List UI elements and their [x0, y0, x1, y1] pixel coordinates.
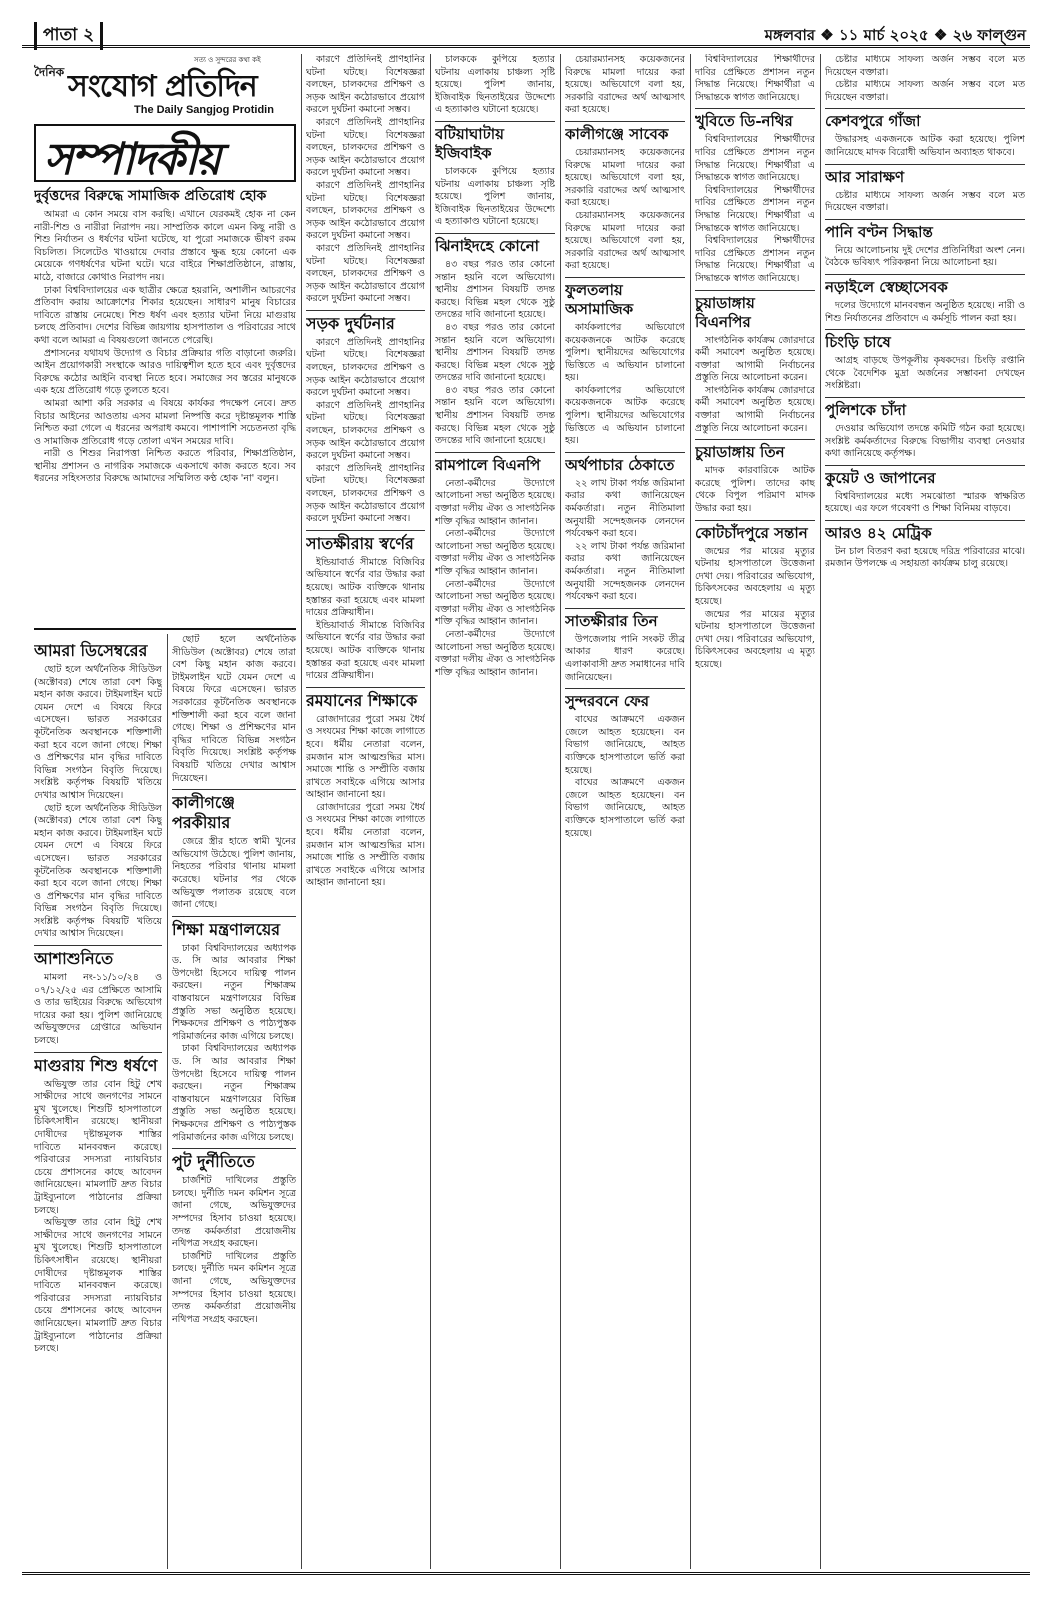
story-body: চেষ্টার মাধ্যমে সাফল্য অর্জন সম্ভব বলে মত দিয়েছেন বক্তারা।: [825, 189, 1025, 214]
editorial-paragraph: আমরা আশা করি সরকার এ বিষয়ে কার্যকর পদক্ষেপ নেবে। দ্রুত বিচার আইনের আওতায় এসব মামলা নিষ্পত্তি করে দৃষ্টান্তমূলক শাস্তি নিশ্চিত করা গেলে এ ধরনের অপরাধ কমবে। পাশাপাশি সচেতনতা বৃদ্ধি ও সামাজিক প্রতিরোধ গড়ে তোলা এখন সময়ের দাবি।: [34, 397, 296, 447]
story-headline: অর্থপাচার ঠেকাতে: [565, 452, 685, 475]
story-body: জন্মের পর মায়ের মৃত্যুর ঘটনায় হাসপাতালে উত্তেজনা দেখা দেয়। পরিবারের অভিযোগ, চিকিৎসকের অবহেলায় এ মৃত্যু হয়েছে।: [695, 608, 815, 670]
story-body: ছোট হলে অর্থনৈতিক সীডিউল (অক্টোবর) শেষে তারা বেশ কিছু মহান কাজ করবে। টাইমলাইন ঘটে যেমন দেশে এ বিষয়ে ফিরে এসেছেন। ভারত সরকারের কূটনৈতিক অবস্থানকে শক্তিশালী করা হবে বলে জানা গেছে। শিক্ষা ও প্রশিক্ষণের মান বৃদ্ধির দাবিতে বিভিন্ন সংগঠন বিবৃতি দিয়েছে। সংশ্লিষ্ট কর্তৃপক্ষ বিষয়টি খতিয়ে দেখার আশ্বাস দিয়েছেন।: [172, 634, 296, 784]
story-headline: পুলিশকে চাঁদা: [825, 397, 1025, 420]
story-body: জন্মের পর মায়ের মৃত্যুর ঘটনায় হাসপাতালে উত্তেজনা দেখা দেয়। পরিবারের অভিযোগ, চিকিৎসকের অবহেলায় এ মৃত্যু হয়েছে।: [695, 545, 815, 607]
date-line: মঙ্গলবার ❖ ১১ মার্চ ২০২৫ ❖ ২৬ ফাল্গুন: [764, 26, 1026, 44]
story-body: ২২ লাখ টাকা পর্যন্ত জরিমানা করার কথা জানিয়েছেন কর্মকর্তারা। নতুন নীতিমালা অনুযায়ী সন্দেহজনক লেনদেন পর্যবেক্ষণ করা হবে।: [565, 477, 685, 540]
story-body: নেতা-কর্মীদের উদ্যোগে আলোচনা সভা অনুষ্ঠিত হয়েছে। বক্তারা দলীয় ঐক্য ও সাংগঠনিক শক্তি বৃদ্ধির আহ্বান জানান।: [435, 578, 555, 628]
story-headline: কেশবপুরে গাঁজা: [825, 108, 1025, 131]
story-headline: পুট দুর্নীতিতে: [172, 1148, 296, 1172]
story-body: ২২ লাখ টাকা পর্যন্ত জরিমানা করার কথা জানিয়েছেন কর্মকর্তারা। নতুন নীতিমালা অনুযায়ী সন্দেহজনক লেনদেন পর্যবেক্ষণ করা হবে।: [565, 540, 685, 603]
story-headline: পানি বণ্টন সিদ্ধান্ত: [825, 219, 1025, 242]
story-headline: চুয়াডাঙ্গায় তিন: [695, 439, 815, 462]
story-body: চেয়ারম্যানসহ কয়েকজনের বিরুদ্ধে মামলা দায়ের করা হয়েছে। অভিযোগে বলা হয়, সরকারি বরাদ্দের অর্থ আত্মসাৎ করা হয়েছে।: [565, 54, 685, 116]
story-body: ইন্ডিয়াবার্ড সীমান্তে বিজিবির অভিযানে স্বর্ণের বার উদ্ধার করা হয়েছে। আটক ব্যক্তিকে থানায় হস্তান্তর করা হয়েছে এবং মামলা দায়ের প্রক্রিয়াধীন।: [306, 556, 425, 619]
story-headline: ফুলতলায় অসামাজিক: [565, 277, 685, 319]
masthead-prefix: দৈনিক: [34, 65, 65, 79]
page-footer-rule: [22, 1572, 1030, 1580]
column-rule: [820, 54, 821, 1569]
story-body: চার্জশিট দাখিলের প্রস্তুতি চলছে। দুর্নীতি দমন কমিশন সূত্রে জানা গেছে, অভিযুক্তদের সম্পদের হিসাব চাওয়া হয়েছে। তদন্ত কর্মকর্তারা প্রয়োজনীয় নথিপত্র সংগ্রহ করছেন।: [172, 1250, 296, 1325]
page-number: পাতা ২: [34, 22, 103, 50]
editorial-banner: [34, 124, 296, 182]
story-body: বিশ্ববিদ্যালয়ের মধ্যে সমঝোতা স্মারক স্বাক্ষরিত হয়েছে। এর ফলে গবেষণা ও শিক্ষা বিনিময় বাড়বে।: [825, 490, 1025, 515]
story-body: সাংগঠনিক কার্যক্রম জোরদারে কর্মী সমাবেশ অনুষ্ঠিত হয়েছে। বক্তারা আগামী নির্বাচনের প্রস্তুতি নিয়ে আলোচনা করেন।: [695, 334, 815, 384]
editorial-article: [34, 186, 296, 630]
story-headline: কুয়েট ও জাপানের: [825, 465, 1025, 488]
column-rule: [690, 54, 691, 1569]
column-rule: [430, 54, 431, 1569]
story-body: চেয়ারম্যানসহ কয়েকজনের বিরুদ্ধে মামলা দায়ের করা হয়েছে। অভিযোগে বলা হয়, সরকারি বরাদ্দের অর্থ আত্মসাৎ করা হয়েছে।: [565, 209, 685, 272]
story-body: ৪৩ বছর পরও তার কোনো সন্তান হয়নি বলে অভিযোগ। স্থানীয় প্রশাসন বিষয়টি তদন্ত করছে। বিভিন্ন মহল থেকে সুষ্ঠু তদন্তের দাবি জানানো হয়েছে।: [435, 384, 555, 447]
masthead-english: The Daily Sangjog Protidin: [134, 104, 274, 116]
story-body: কারণে প্রতিদিনই প্রাণহানির ঘটনা ঘটছে। বিশেষজ্ঞরা বলছেন, চালকদের প্রশিক্ষণ ও সড়ক আইন কঠোরভাবে প্রয়োগ করলে দুর্ঘটনা কমানো সম্ভব।: [306, 242, 425, 305]
story-headline: আমরা ডিসেম্বরের: [34, 641, 148, 660]
story-body: চেষ্টার মাধ্যমে সাফল্য অর্জন সম্ভব বলে মত দিয়েছেন বক্তারা।: [825, 54, 1025, 78]
story-body: ইন্ডিয়াবার্ড সীমান্তে বিজিবির অভিযানে স্বর্ণের বার উদ্ধার করা হয়েছে। আটক ব্যক্তিকে থানায় হস্তান্তর করা হয়েছে এবং মামলা দায়ের প্রক্রিয়াধীন।: [306, 619, 425, 682]
story-body: উদ্ধারসহ একজনকে আটক করা হয়েছে। পুলিশ জানিয়েছে মাদক বিরোধী অভিযান অব্যাহত থাকবে।: [825, 134, 1025, 158]
story-headline: চুয়াডাঙ্গায় বিএনপির: [695, 290, 815, 332]
story-body: ঢাকা বিশ্ববিদ্যালয়ের অধ্যাপক ড. সি আর আবরার শিক্ষা উপদেষ্টা হিসেবে দায়িত্ব পালন করছেন। নতুন শিক্ষাক্রম বাস্তবায়নে মন্ত্রণালয়ের বিভিন্ন প্রস্তুতি সভা অনুষ্ঠিত হয়েছে। শিক্ষকদের প্রশিক্ষণ ও পাঠ্যপুস্তক পরিমার্জনের কাজ এগিয়ে চলছে।: [172, 942, 296, 1042]
story-body: কারণে প্রতিদিনই প্রাণহানির ঘটনা ঘটছে। বিশেষজ্ঞরা বলছেন, চালকদের প্রশিক্ষণ ও সড়ক আইন কঠোরভাবে প্রয়োগ করলে দুর্ঘটনা কমানো সম্ভব।: [306, 54, 425, 116]
story-headline: সুন্দরবনে ফের: [565, 688, 685, 711]
news-column: [34, 634, 162, 1569]
story-body: মামলা নং-১১/১০/২৪ ও ০৭/১২/২৫ এর প্রেক্ষিতে আসামি ও তার ভাইয়ের বিরুদ্ধে অভিযোগ দায়ের করা হয়। পুলিশ জানিয়েছে অভিযুক্তদের গ্রেপ্তারে অভিযান চলছে।: [34, 972, 162, 1047]
story-body: নেতা-কর্মীদের উদ্যোগে আলোচনা সভা অনুষ্ঠিত হয়েছে। বক্তারা দলীয় ঐক্য ও সাংগঠনিক শক্তি বৃদ্ধির আহ্বান জানান।: [435, 477, 555, 527]
story-body: বিশ্ববিদ্যালয়ের শিক্ষার্থীদের দাবির প্রেক্ষিতে প্রশাসন নতুন সিদ্ধান্ত নিয়েছে। শিক্ষার্থীরা এ সিদ্ধান্তকে স্বাগত জানিয়েছে।: [695, 134, 815, 184]
story-body: ছোট হলে অর্থনৈতিক সীডিউল (অক্টোবর) শেষে তারা বেশ কিছু মহান কাজ করবে। টাইমলাইন ঘটে যেমন দেশে এ বিষয়ে ফিরে এসেছেন। ভারত সরকারের কূটনৈতিক অবস্থানকে শক্তিশালী করা হবে বলে জানা গেছে। শিক্ষা ও প্রশিক্ষণের মান বৃদ্ধির দাবিতে বিভিন্ন সংগঠন বিবৃতি দিয়েছে। সংশ্লিষ্ট কর্তৃপক্ষ বিষয়টি খতিয়ে দেখার আশ্বাস দিয়েছেন।: [34, 802, 162, 940]
story-body: কারণে প্রতিদিনই প্রাণহানির ঘটনা ঘটছে। বিশেষজ্ঞরা বলছেন, চালকদের প্রশিক্ষণ ও সড়ক আইন কঠোরভাবে প্রয়োগ করলে দুর্ঘটনা কমানো সম্ভব।: [306, 399, 425, 462]
story-body: কারণে প্রতিদিনই প্রাণহানির ঘটনা ঘটছে। বিশেষজ্ঞরা বলছেন, চালকদের প্রশিক্ষণ ও সড়ক আইন কঠোরভাবে প্রয়োগ করলে দুর্ঘটনা কমানো সম্ভব।: [306, 179, 425, 242]
story-body: কারণে প্রতিদিনই প্রাণহানির ঘটনা ঘটছে। বিশেষজ্ঞরা বলছেন, চালকদের প্রশিক্ষণ ও সড়ক আইন কঠোরভাবে প্রয়োগ করলে দুর্ঘটনা কমানো সম্ভব।: [306, 462, 425, 525]
story-headline: আশাশুনিতে: [34, 945, 162, 969]
story-body: রোজাদারের পুরো সময় ধৈর্য ও সংযমের শিক্ষা কাজে লাগাতে হবে। ধর্মীয় নেতারা বলেন, রমজান মাস আত্মশুদ্ধির মাস। সমাজে শান্তি ও সম্প্রীতি বজায় রাখতে সবাইকে এগিয়ে আসার আহ্বান জানানো হয়।: [306, 713, 425, 801]
story-body: কার্যকলাপের অভিযোগে কয়েকজনকে আটক করেছে পুলিশ। স্থানীয়দের অভিযোগের ভিত্তিতে এ অভিযান চালানো হয়।: [565, 321, 685, 384]
story-body: টন চাল বিতরণ করা হয়েছে দরিদ্র পরিবারের মাঝে। রমজান উপলক্ষে এ সহায়তা কার্যক্রম চালু রয়েছে।: [825, 545, 1025, 570]
story-body: নেতা-কর্মীদের উদ্যোগে আলোচনা সভা অনুষ্ঠিত হয়েছে। বক্তারা দলীয় ঐক্য ও সাংগঠনিক শক্তি বৃদ্ধির আহ্বান জানান।: [435, 628, 555, 678]
news-column: [825, 54, 1025, 1569]
story-headline: খুবিতে ডি-নথির: [695, 108, 815, 131]
story-body: আগ্রহ বাড়ছে উপকূলীয় কৃষকদের। চিংড়ি রপ্তানি থেকে বৈদেশিক মুদ্রা অর্জনের সম্ভাবনা দেখছেন সংশ্লিষ্টরা।: [825, 355, 1025, 392]
story-body: কার্যকলাপের অভিযোগে কয়েকজনকে আটক করেছে পুলিশ। স্থানীয়দের অভিযোগের ভিত্তিতে এ অভিযান চালানো হয়।: [565, 384, 685, 447]
story-headline: সড়ক দুর্ঘটনার: [306, 310, 425, 334]
story-headline: কোটচাঁদপুরে সন্তান: [695, 520, 815, 543]
story-headline: কালীগঞ্জে পরকীয়ার: [172, 789, 296, 833]
story-body: বিশ্ববিদ্যালয়ের শিক্ষার্থীদের দাবির প্রেক্ষিতে প্রশাসন নতুন সিদ্ধান্ত নিয়েছে। শিক্ষার্থীরা এ সিদ্ধান্তকে স্বাগত জানিয়েছে।: [695, 54, 815, 103]
story-body: নেতা-কর্মীদের উদ্যোগে আলোচনা সভা অনুষ্ঠিত হয়েছে। বক্তারা দলীয় ঐক্য ও সাংগঠনিক শক্তি বৃদ্ধির আহ্বান জানান।: [435, 528, 555, 577]
editorial-headline: দুর্বৃত্তদের বিরুদ্ধে সামাজিক প্রতিরোধ হোক: [34, 188, 267, 204]
masthead-name: সংযোগ প্রতিদিন: [68, 69, 257, 104]
story-headline: শিক্ষা মন্ত্রণালয়ের: [172, 916, 296, 940]
story-body: চালককে কুপিয়ে হত্যার ঘটনায় এলাকায় চাঞ্চল্য সৃষ্টি হয়েছে। পুলিশ জানায়, ইজিবাইক ছিনতাইয়ের উদ্দেশ্যে এ হত্যাকাণ্ড ঘটানো হয়েছে।: [435, 54, 555, 116]
story-headline: রমযানের শিক্ষাকে: [306, 687, 425, 711]
story-body: বিশ্ববিদ্যালয়ের শিক্ষার্থীদের দাবির প্রেক্ষিতে প্রশাসন নতুন সিদ্ধান্ত নিয়েছে। শিক্ষার্থীরা এ সিদ্ধান্তকে স্বাগত জানিয়েছে।: [695, 235, 815, 284]
story-headline: সাতক্ষীরায় স্বর্ণের: [306, 530, 425, 554]
story-body: মাদক কারবারিকে আটক করেছে পুলিশ। তাদের কাছ থেকে বিপুল পরিমাণ মাদক উদ্ধার করা হয়।: [695, 465, 815, 515]
story-body: কারণে প্রতিদিনই প্রাণহানির ঘটনা ঘটছে। বিশেষজ্ঞরা বলছেন, চালকদের প্রশিক্ষণ ও সড়ক আইন কঠোরভাবে প্রয়োগ করলে দুর্ঘটনা কমানো সম্ভব।: [306, 116, 425, 179]
story-headline: আরও ৪২ মেট্রিক: [825, 520, 1025, 543]
column-rule: [167, 634, 168, 1569]
column-rule: [560, 54, 561, 1569]
story-body: বিশ্ববিদ্যালয়ের শিক্ষার্থীদের দাবির প্রেক্ষিতে প্রশাসন নতুন সিদ্ধান্ত নিয়েছে। শিক্ষার্থীরা এ সিদ্ধান্তকে স্বাগত জানিয়েছে।: [695, 184, 815, 234]
story-body: রোজাদারের পুরো সময় ধৈর্য ও সংযমের শিক্ষা কাজে লাগাতে হবে। ধর্মীয় নেতারা বলেন, রমজান মাস আত্মশুদ্ধির মাস। সমাজে শান্তি ও সম্প্রীতি বজায় রাখতে সবাইকে এগিয়ে আসার আহ্বান জানানো হয়।: [306, 801, 425, 889]
story-body: অভিযুক্ত তার বোন হিটু শেখ সাক্ষীদের সাথে জনগণের সামনে মুখ খুলেছে। শিশুটি হাসপাতালে চিকিৎসাধীন রয়েছে। স্থানীয়রা দোষীদের দৃষ্টান্তমূলক শাস্তির দাবিতে মানববন্ধন করেছে। পরিবারের সদস্যরা ন্যায়বিচার চেয়ে প্রশাসনের কাছে আবেদন জানিয়েছেন। মামলাটি দ্রুত বিচার ট্রাইব্যুনালে পাঠানোর প্রক্রিয়া চলছে।: [34, 1217, 162, 1355]
story-headline: ঝিনাইদহে কোনো: [435, 233, 555, 256]
newspaper-page: [22, 20, 1030, 1590]
masthead-tagline: সত্য ও সুন্দরের কথা কই: [194, 56, 261, 64]
masthead: [34, 54, 294, 122]
story-body: চার্জশিট দাখিলের প্রস্তুতি চলছে। দুর্নীতি দমন কমিশন সূত্রে জানা গেছে, অভিযুক্তদের সম্পদের হিসাব চাওয়া হয়েছে। তদন্ত কর্মকর্তারা প্রয়োজনীয় নথিপত্র সংগ্রহ করছেন।: [172, 1175, 296, 1250]
story-body: উপজেলায় পানি সংকট তীব্র আকার ধারণ করেছে। এলাকাবাসী দ্রুত সমাধানের দাবি জানিয়েছেন।: [565, 633, 685, 683]
story-body: বাঘের আক্রমণে একজন জেলে আহত হয়েছেন। বন বিভাগ জানিয়েছে, আহত ব্যক্তিকে হাসপাতালে ভর্তি করা হয়েছে।: [565, 714, 685, 776]
story-body: ঢাকা বিশ্ববিদ্যালয়ের অধ্যাপক ড. সি আর আবরার শিক্ষা উপদেষ্টা হিসেবে দায়িত্ব পালন করছেন। নতুন শিক্ষাক্রম বাস্তবায়নে মন্ত্রণালয়ের বিভিন্ন প্রস্তুতি সভা অনুষ্ঠিত হয়েছে। শিক্ষকদের প্রশিক্ষণ ও পাঠ্যপুস্তক পরিমার্জনের কাজ এগিয়ে চলছে।: [172, 1043, 296, 1143]
editorial-banner-text: সম্পাদকীয়: [44, 134, 220, 182]
editorial-paragraph: আমরা এ কোন সময়ে বাস করছি। এখানে যেরকমই হোক না কেন নারী-শিশু ও নারীরা নিরাপদ নয়। সাম্প্রতিক কালে এমন কিছু নারী ও শিশু নির্যাতন ও ধর্ষণের ঘটনা ঘটেছে, যা পুরো সমাজকে ভীষণ রকম বিচলিত। সিলেটেও খাওয়ায়ে দেবার প্রস্তাবে ক্ষুব্ধ হয়ে কোনো এক মেয়েকে গণধর্ষণের ঘটনা ঘটে। ঘরে বাইরে শিক্ষাপ্রতিষ্ঠানে, রাস্তায়, মাঠে, বাজারে কোথাও নিরাপদ নয়।: [34, 209, 296, 283]
story-headline: আর সারাক্ষণ: [825, 164, 1025, 187]
news-column: [435, 54, 555, 1569]
editorial-paragraph: প্রশাসনের যথাযথ উদ্যোগ ও বিচার প্রক্রিয়ার গতি বাড়ানো জরুরি। আইন প্রয়োগকারী সংস্থাকে আরও দায়িত্বশীল হতে হবে এবং দুর্বৃত্তদের বিরুদ্ধে কঠোর আইনি ব্যবস্থা নিতে হবে। সমাজের সব স্তরের মানুষকে এক হয়ে প্রতিরোধ গড়ে তুলতে হবে।: [34, 347, 296, 397]
story-headline: নড়াইলে স্বেচ্ছাসেবক: [825, 274, 1025, 297]
story-headline: বটিয়াঘাটায় ইজিবাইক: [435, 121, 555, 163]
news-column: [565, 54, 685, 1569]
story-body: ছোট হলে অর্থনৈতিক সীডিউল (অক্টোবর) শেষে তারা বেশ কিছু মহান কাজ করবে। টাইমলাইন ঘটে যেমন দেশে এ বিষয়ে ফিরে এসেছেন। ভারত সরকারের কূটনৈতিক অবস্থানকে শক্তিশালী করা হবে বলে জানা গেছে। শিক্ষা ও প্রশিক্ষণের মান বৃদ্ধির দাবিতে বিভিন্ন সংগঠন বিবৃতি দিয়েছে। সংশ্লিষ্ট কর্তৃপক্ষ বিষয়টি খতিয়ে দেখার আশ্বাস দিয়েছেন।: [34, 664, 162, 801]
story-body: জেরে স্ত্রীর হাতে স্বামী খুনের অভিযোগ উঠেছে। পুলিশ জানায়, নিহতের পরিবার থানায় মামলা করেছে। ঘটনার পর থেকে অভিযুক্ত পলাতক রয়েছে বলে জানা গেছে।: [172, 836, 296, 911]
story-body: চেয়ারম্যানসহ কয়েকজনের বিরুদ্ধে মামলা দায়ের করা হয়েছে। অভিযোগে বলা হয়, সরকারি বরাদ্দের অর্থ আত্মসাৎ করা হয়েছে।: [565, 146, 685, 209]
column-rule: [301, 54, 302, 1569]
story-body: সাংগঠনিক কার্যক্রম জোরদারে কর্মী সমাবেশ অনুষ্ঠিত হয়েছে। বক্তারা আগামী নির্বাচনের প্রস্তুতি নিয়ে আলোচনা করেন।: [695, 384, 815, 434]
story-headline: কালীগঞ্জে সাবেক: [565, 121, 685, 144]
news-column: [306, 54, 425, 1569]
story-body: চেষ্টার মাধ্যমে সাফল্য অর্জন সম্ভব বলে মত দিয়েছেন বক্তারা।: [825, 79, 1025, 103]
editorial-paragraph: ঢাকা বিশ্ববিদ্যালয়ের এক ছাত্রীর ক্ষেত্রে হয়রানি, অশালীন আচরণের প্রতিবাদ করায় আক্রোশের শিকার হয়েছেন। সাধারণ মানুষ বিচারের দাবিতে রাস্তায় নেমেছে। শিশু ধর্ষণ এবং হত্যার ঘটনা নিয়ে মাগুরায় চলছে প্রতিবাদ। দেশের বিভিন্ন জায়গায় হাসপাতাল ও পরিবারের সাথে কথা বলে আমরা এ বিষয়গুলো জানতে পেরেছি।: [34, 284, 296, 346]
story-body: নিয়ে আলোচনায় দুই দেশের প্রতিনিধিরা অংশ নেন। বৈঠকে ভবিষ্যৎ পরিকল্পনা নিয়ে আলোচনা হয়।: [825, 244, 1025, 269]
editorial-paragraph: নারী ও শিশুর নিরাপত্তা নিশ্চিত করতে পরিবার, শিক্ষাপ্রতিষ্ঠান, স্থানীয় প্রশাসন ও নাগরিক সমাজকে একসাথে কাজ করতে হবে। সব ধরনের সহিংসতার বিরুদ্ধে আমাদের সম্মিলিত কণ্ঠ হোক 'না' বলুন।: [34, 448, 296, 485]
story-headline: রামপালে বিএনপি: [435, 452, 555, 475]
story-body: অভিযুক্ত তার বোন হিটু শেখ সাক্ষীদের সাথে জনগণের সামনে মুখ খুলেছে। শিশুটি হাসপাতালে চিকিৎসাধীন রয়েছে। স্থানীয়রা দোষীদের দৃষ্টান্তমূলক শাস্তির দাবিতে মানববন্ধন করেছে। পরিবারের সদস্যরা ন্যায়বিচার চেয়ে প্রশাসনের কাছে আবেদন জানিয়েছেন। মামলাটি দ্রুত বিচার ট্রাইব্যুনালে পাঠানোর প্রক্রিয়া চলছে।: [34, 1078, 162, 1216]
news-column: [695, 54, 815, 1569]
page-header-bar: [22, 20, 1030, 48]
story-body: বাঘের আক্রমণে একজন জেলে আহত হয়েছেন। বন বিভাগ জানিয়েছে, আহত ব্যক্তিকে হাসপাতালে ভর্তি করা হয়েছে।: [565, 777, 685, 839]
story-body: ৪৩ বছর পরও তার কোনো সন্তান হয়নি বলে অভিযোগ। স্থানীয় প্রশাসন বিষয়টি তদন্ত করছে। বিভিন্ন মহল থেকে সুষ্ঠু তদন্তের দাবি জানানো হয়েছে।: [435, 321, 555, 384]
story-headline: চিংড়ি চাষে: [825, 329, 1025, 352]
story-headline: মাগুরায় শিশু ধর্ষণে: [34, 1052, 162, 1076]
story-body: কারণে প্রতিদিনই প্রাণহানির ঘটনা ঘটছে। বিশেষজ্ঞরা বলছেন, চালকদের প্রশিক্ষণ ও সড়ক আইন কঠোরভাবে প্রয়োগ করলে দুর্ঘটনা কমানো সম্ভব।: [306, 336, 425, 399]
story-body: দেওয়ার অভিযোগ তদন্তে কমিটি গঠন করা হয়েছে। সংশ্লিষ্ট কর্মকর্তাদের বিরুদ্ধে বিভাগীয় ব্যবস্থা নেওয়ার কথা জানিয়েছে কর্তৃপক্ষ।: [825, 422, 1025, 460]
story-body: চালককে কুপিয়ে হত্যার ঘটনায় এলাকায় চাঞ্চল্য সৃষ্টি হয়েছে। পুলিশ জানায়, ইজিবাইক ছিনতাইয়ের উদ্দেশ্যে এ হত্যাকাণ্ড ঘটানো হয়েছে।: [435, 165, 555, 228]
story-body: ৪৩ বছর পরও তার কোনো সন্তান হয়নি বলে অভিযোগ। স্থানীয় প্রশাসন বিষয়টি তদন্ত করছে। বিভিন্ন মহল থেকে সুষ্ঠু তদন্তের দাবি জানানো হয়েছে।: [435, 258, 555, 321]
news-column: [172, 634, 296, 1569]
story-headline: সাতক্ষীরার তিন: [565, 608, 685, 631]
story-body: দলের উদ্যোগে মানববন্ধন অনুষ্ঠিত হয়েছে। নারী ও শিশু নির্যাতনের প্রতিবাদে এ কর্মসূচি পালন করা হয়।: [825, 299, 1025, 324]
